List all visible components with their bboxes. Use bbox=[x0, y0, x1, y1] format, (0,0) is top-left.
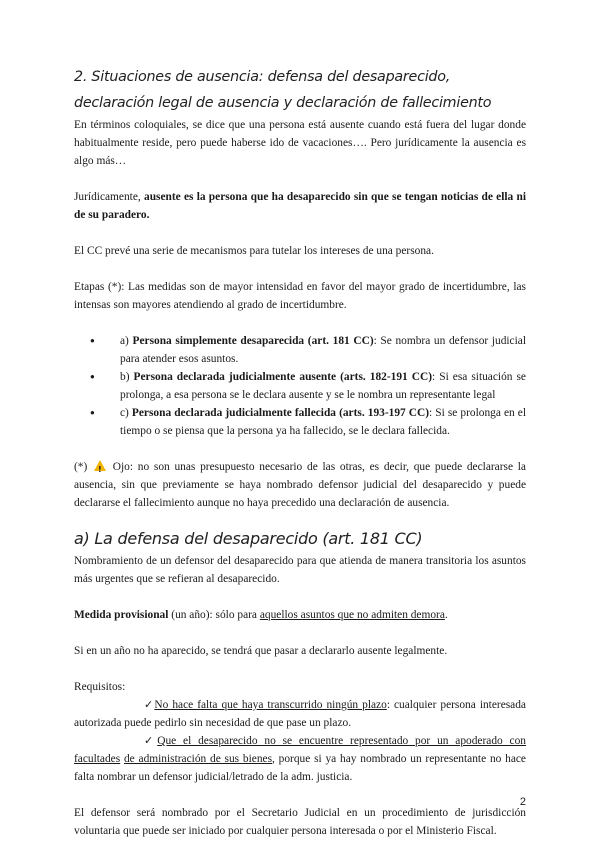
etapas-paragraph: Etapas (*): Las medidas son de mayor intensidad en favor del mayor grado de incertidumbre, las intensas son mayores atendiendo al grado de incertidumbre. bbox=[74, 281, 526, 311]
un-ano-paragraph: Si en un año no ha aparecido, se tendrá que pasar a declararlo ausente legalmente. bbox=[74, 645, 448, 657]
defensor-paragraph: El defensor será nombrado por el Secretario Judicial en un procedimiento de jurisdicción voluntaria que puede ser iniciado por cualquier persona interesada o por el Ministerio Fiscal. bbox=[74, 807, 526, 837]
list-item: ● a) Persona simplemente desaparecida (art. 181 CC): Se nombra un defensor judicial para atender esos asuntos. bbox=[90, 332, 526, 368]
requisitos-label: Requisitos: bbox=[74, 681, 126, 693]
definition-paragraph: Jurídicamente, ausente es la persona que ha desaparecido sin que se tengan noticias de ella ni de su paradero. bbox=[74, 191, 526, 221]
list-item: ● b) Persona declarada judicialmente ausente (arts. 182-191 CC): Si esa situación se prolonga, a esa persona se le declara ausente y se le nombra un representante legal bbox=[90, 368, 526, 404]
check-icon: ✓ bbox=[144, 734, 158, 747]
medida-paragraph: Medida provisional (un año): sólo para aquellos asuntos que no admiten demora. bbox=[74, 609, 448, 621]
requisito-2: ✓Que el desaparecido no se encuentre representado por un apoderado con facultades de administración de sus bienes, porque si ya hay nombrado un representante no hace falta nombrar un defensor judicial/letrado de la adm. justicia. bbox=[74, 734, 527, 783]
warning-icon bbox=[94, 460, 106, 471]
page-number: 2 bbox=[519, 796, 526, 808]
definition-bold: ausente es la persona que ha desaparecido sin que se tengan noticias de ella ni de su paradero. bbox=[74, 191, 526, 221]
etapas-list bbox=[74, 332, 526, 440]
list-item: ● c) Persona declarada judicialmente fallecida (arts. 193-197 CC): Si se prolonga en el tiempo o se piensa que la persona ya ha fallecido, se le declara fallecida. bbox=[90, 404, 526, 440]
section-title: 2. Situaciones de ausencia: defensa del desaparecido, declaración legal de ausencia y declaración de fallecimiento bbox=[74, 69, 492, 111]
intro-paragraph: En términos coloquiales, se dice que una persona está ausente cuando está fuera del lugar donde habitualmente reside, pero puede haberse ido de vacaciones…. Pero jurídicamente la ausencia es algo más… bbox=[74, 119, 526, 167]
subsection-title: a) La defensa del desaparecido (art. 181 CC) bbox=[74, 529, 423, 548]
requisito-1: ✓No hace falta que haya transcurrido ningún plazo: cualquier persona interesada autorizada puede pedirlo sin necesidad de que pase un plazo. bbox=[74, 698, 526, 729]
note-paragraph: (*) ! Ojo: no son unas presupuesto necesario de las otras, es decir, que puede declararse la ausencia, sin que previamente se haya nombrado defensor judicial del desaparecido y puede declararse el fallecimiento aunque no haya precedido una declaración de ausencia. bbox=[74, 458, 526, 512]
check-icon: ✓ bbox=[144, 698, 155, 711]
document-page bbox=[74, 64, 526, 840]
nombramiento-paragraph: Nombramiento de un defensor del desaparecido para que atienda de manera transitoria los asuntos más urgentes que se refieran al desaparecido. bbox=[74, 555, 526, 585]
cc-paragraph: El CC prevé una serie de mecanismos para tutelar los intereses de una persona. bbox=[74, 245, 434, 257]
